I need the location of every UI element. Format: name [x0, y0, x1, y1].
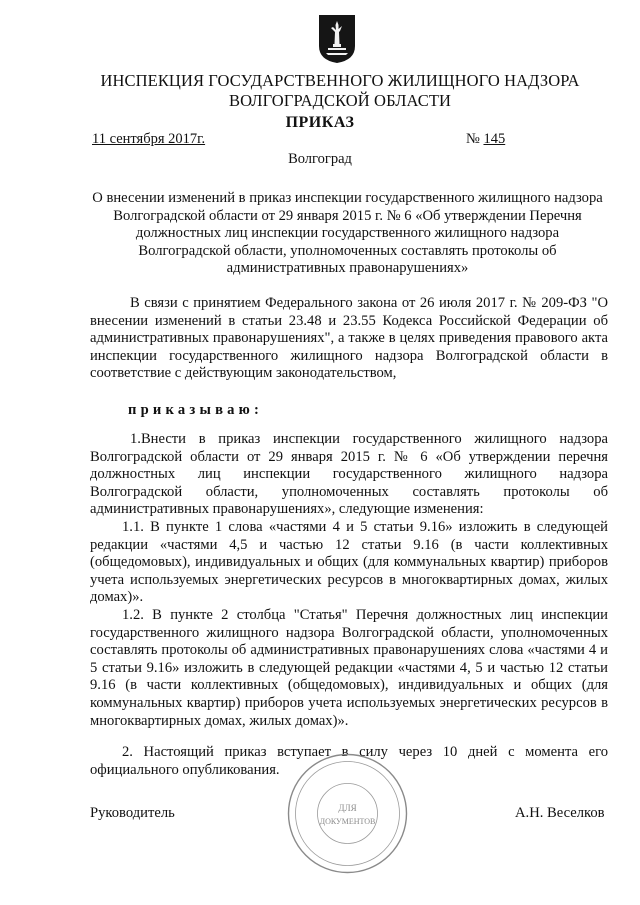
- organization-name-line2: ВОЛГОГРАДСКОЙ ОБЛАСТИ: [228, 91, 452, 110]
- decree-word: приказываю:: [128, 402, 264, 418]
- order-number-sign: №: [466, 131, 480, 147]
- city-name: Волгоград: [288, 151, 352, 167]
- order-number: [466, 131, 505, 148]
- signatory-position: Руководитель: [90, 805, 175, 821]
- stamp-line1: ДЛЯ: [338, 803, 357, 813]
- stamp-line2: ДОКУМЕНТОВ: [319, 817, 376, 826]
- order-item-1: 1.Внести в приказ инспекции государственного жилищного надзора Волгоградской области от 29 января 2015 г. № 6 «Об утверждении перечня должностных лиц инспекции государственного жилищного надзора Волгоградской области, уполномоченных составлять протоколы об административных правонарушениях», следующие изменения:: [90, 431, 608, 518]
- order-item-1-1: 1.1. В пункте 1 слова «частями 4 и 5 статьи 9.16» изложить в следующей редакции «частями 4,5 и частью 12 статьи 9.16 (в части коллективных (общедомовых), индивидуальных и общих (для коммунальных квартир) приборов учета используемых энергетических ресурсов в многоквартирных домах, жилых домах)».: [90, 519, 608, 606]
- volgograd-coat-of-arms-icon: [318, 14, 356, 64]
- order-date: 11 сентября 2017г.: [92, 131, 206, 147]
- preamble-paragraph: В связи с принятием Федерального закона от 26 июля 2017 г. № 209-ФЗ "О внесении изменений в статьи 23.48 и 23.55 Кодекса Российской Федерации об административных правонарушениях", а также в целях приведения правового акта инспекции государственного жилищного надзора Волгоградской области в соответствие с действующим законодательством,: [90, 295, 608, 382]
- order-item-2: 2. Настоящий приказ вступает в силу через 10 дней с момента его официального опубликования.: [90, 744, 608, 778]
- official-stamp-icon: [285, 751, 410, 876]
- document-type-title: ПРИКАЗ: [285, 114, 355, 131]
- signatory-name: А.Н. Веселков: [515, 805, 605, 821]
- organization-name: [60, 71, 620, 111]
- order-subject: О внесении изменений в приказ инспекции государственного жилищного надзора Волгоградской области от 29 января 2015 г. № 6 «Об утверждении Перечня должностных лиц инспекции государственного жилищного надзора Волгоградской области, уполномоченных составлять протоколы об административных правонарушениях»: [92, 190, 603, 277]
- order-number-value: 145: [483, 131, 506, 147]
- order-item-1-2: 1.2. В пункте 2 столбца "Статья" Перечня должностных лиц инспекции государственного жилищного надзора Волгоградской области, уполномоченных составлять протоколы об административных правонарушениях слова «частями 4 и 5 статьи 9.16» изложить в следующей редакции «частями 4, 5 и частью 12 статьи 9.16 (в части коллективных (общедомовых), индивидуальных и общих (для коммунальных квартир) приборов учета используемых энергетических ресурсов в многоквартирных домах, жилых домах)».: [90, 607, 608, 729]
- organization-name-line1: ИНСПЕКЦИЯ ГОСУДАРСТВЕННОГО ЖИЛИЩНОГО НАДЗОРА: [100, 71, 580, 90]
